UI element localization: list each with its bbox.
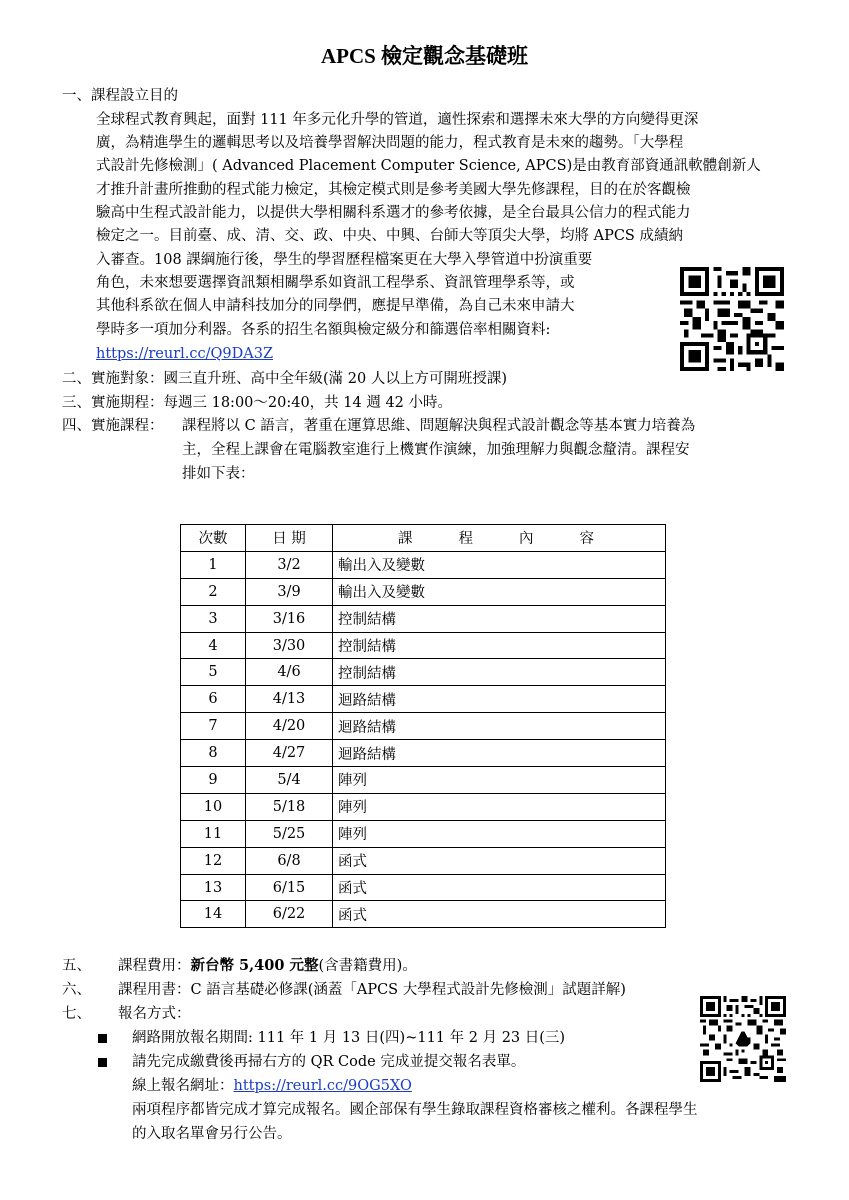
section6-text: 課程用書：C 語言基礎必修課(涵蓋「APCS 大學程式設計先修檢測」試題詳解) bbox=[118, 982, 626, 998]
qr-code-icon bbox=[680, 267, 784, 371]
content-cell: 輸出入及變數 bbox=[333, 551, 666, 578]
session-cell: 12 bbox=[181, 847, 246, 874]
session-cell: 6 bbox=[181, 686, 246, 713]
date-cell: 6/15 bbox=[246, 874, 333, 901]
section1-label: 一、課程設立目的 bbox=[62, 88, 178, 104]
table-row bbox=[181, 578, 666, 605]
content-cell: 控制結構 bbox=[333, 605, 666, 632]
content-cell: 函式 bbox=[333, 874, 666, 901]
content-cell: 控制結構 bbox=[333, 659, 666, 686]
section4-line: 課程將以 C 語言，著重在運算思維、問題解決與程式設計觀念等基本實力培養為 bbox=[182, 418, 696, 434]
table-row bbox=[181, 632, 666, 659]
table-row bbox=[181, 551, 666, 578]
table-header-row bbox=[181, 525, 666, 552]
table-row bbox=[181, 686, 666, 713]
session-cell: 10 bbox=[181, 793, 246, 820]
date-cell: 5/18 bbox=[246, 793, 333, 820]
registration-note: 的入取名單會另行公告。 bbox=[132, 1126, 292, 1142]
session-cell: 5 bbox=[181, 659, 246, 686]
table-row bbox=[181, 659, 666, 686]
registration-url-line bbox=[132, 1076, 412, 1096]
date-cell: 3/9 bbox=[246, 578, 333, 605]
session-cell: 3 bbox=[181, 605, 246, 632]
section1-line: 學時多一項加分利器。各系的招生名額與檢定級分和篩選倍率相關資料: bbox=[96, 322, 551, 338]
page-title: APCS 檢定觀念基礎班 bbox=[320, 44, 529, 68]
session-cell: 1 bbox=[181, 551, 246, 578]
bullet-square-icon bbox=[98, 1058, 107, 1067]
content-cell: 輸出入及變數 bbox=[333, 578, 666, 605]
session-cell: 4 bbox=[181, 632, 246, 659]
section1-line: 才推升計畫所推動的程式能力檢定，其檢定模式則是參考美國大學先修課程，目的在於客觀檢 bbox=[96, 182, 691, 198]
session-cell: 14 bbox=[181, 901, 246, 928]
content-cell: 函式 bbox=[333, 847, 666, 874]
date-cell: 6/22 bbox=[246, 901, 333, 928]
table-row bbox=[181, 767, 666, 794]
session-cell: 2 bbox=[181, 578, 246, 605]
session-cell: 8 bbox=[181, 740, 246, 767]
table-row bbox=[181, 740, 666, 767]
registration-note: 兩項程序都皆完成才算完成報名。國企部保有學生錄取課程資格審核之權利。各課程學生 bbox=[132, 1102, 698, 1118]
section1-line: 式設計先修檢測」( Advanced Placement Computer Science, APCS)是由教育部資通訊軟體創新人 bbox=[96, 158, 761, 174]
section1-line: 廣，為精進學生的邏輯思考以及培養學習解決問題的能力，程式教育是未來的趨勢。「大學程 bbox=[96, 135, 684, 151]
registration-url-label: 線上報名網址： bbox=[132, 1078, 234, 1094]
section5-text bbox=[118, 956, 417, 976]
registration-qr-code-icon bbox=[700, 996, 786, 1082]
section4-label: 四、實施課程： bbox=[62, 418, 164, 434]
date-cell: 4/13 bbox=[246, 686, 333, 713]
section4-line: 主，全程上課會在電腦教室進行上機實作演練，加強理解力與觀念釐清。課程安 bbox=[182, 442, 690, 458]
date-cell: 3/30 bbox=[246, 632, 333, 659]
table-row bbox=[181, 713, 666, 740]
content-cell: 函式 bbox=[333, 901, 666, 928]
header-session: 次數 bbox=[181, 525, 246, 552]
content-cell: 控制結構 bbox=[333, 632, 666, 659]
section1-line: 角色，未來想要選擇資訊類相關學系如資訊工程學系、資訊管理學系等，或 bbox=[96, 275, 575, 291]
content-cell: 迴路結構 bbox=[333, 686, 666, 713]
date-cell: 5/4 bbox=[246, 767, 333, 794]
session-cell: 9 bbox=[181, 767, 246, 794]
section1-line: 檢定之一。目前臺、成、清、交、政、中央、中興、台師大等頂尖大學，均將 APCS 成績納 bbox=[96, 228, 683, 244]
date-cell: 4/27 bbox=[246, 740, 333, 767]
table-row bbox=[181, 847, 666, 874]
session-cell: 11 bbox=[181, 820, 246, 847]
session-cell: 7 bbox=[181, 713, 246, 740]
fee-note: (含書籍費用)。 bbox=[318, 958, 417, 974]
date-cell: 3/16 bbox=[246, 605, 333, 632]
section1-line: 全球程式教育興起，面對 111 年多元化升學的管道，適性探索和選擇未來大學的方向變得更深 bbox=[96, 112, 699, 128]
table-row bbox=[181, 874, 666, 901]
payment-instruction: 請先完成繳費後再掃右方的 QR Code 完成並提交報名表單。 bbox=[132, 1054, 526, 1070]
header-date: 日 期 bbox=[246, 525, 333, 552]
session-cell: 13 bbox=[181, 874, 246, 901]
section7-label: 報名方式： bbox=[118, 1006, 191, 1022]
section1-line: 入審查。108 課綱施行後，學生的學習歷程檔案更在大學入學管道中扮演重要 bbox=[96, 252, 593, 268]
registration-link[interactable]: https://reurl.cc/9OG5XO bbox=[233, 1078, 412, 1094]
registration-period: 網路開放報名期間: 111 年 1 月 13 日(四)~111 年 2 月 23 日(三) bbox=[132, 1030, 566, 1046]
content-cell: 迴路結構 bbox=[333, 740, 666, 767]
table-row bbox=[181, 605, 666, 632]
section1-line: 驗高中生程式設計能力，以提供大學相關科系選才的參考依據，是全台最具公信力的程式能力 bbox=[96, 205, 691, 221]
section5-number: 五、 bbox=[62, 958, 91, 974]
section5-label: 課程費用： bbox=[118, 958, 191, 974]
table-row bbox=[181, 793, 666, 820]
section6-number: 六、 bbox=[62, 982, 91, 998]
fee-amount: 新台幣 5,400 元整 bbox=[190, 957, 319, 974]
date-cell: 6/8 bbox=[246, 847, 333, 874]
admission-data-link[interactable]: https://reurl.cc/Q9DA3Z bbox=[96, 346, 274, 362]
date-cell: 4/6 bbox=[246, 659, 333, 686]
content-cell: 陣列 bbox=[333, 767, 666, 794]
content-cell: 陣列 bbox=[333, 820, 666, 847]
content-cell: 迴路結構 bbox=[333, 713, 666, 740]
section7-number: 七、 bbox=[62, 1006, 91, 1022]
section3-text: 三、實施期程：每週三 18:00～20:40，共 14 週 42 小時。 bbox=[62, 395, 453, 411]
table-row bbox=[181, 820, 666, 847]
table-row bbox=[181, 901, 666, 928]
section4-line: 排如下表： bbox=[182, 466, 255, 482]
content-cell: 陣列 bbox=[333, 793, 666, 820]
date-cell: 5/25 bbox=[246, 820, 333, 847]
schedule-table bbox=[180, 524, 666, 928]
section1-line: 其他科系欲在個人申請科技加分的同學們，應提早準備，為自己未來申請大 bbox=[96, 298, 575, 314]
header-content: 課程內容 bbox=[333, 525, 666, 552]
date-cell: 4/20 bbox=[246, 713, 333, 740]
section2-text: 二、實施對象：國三直升班、高中全年級(滿 20 人以上方可開班授課) bbox=[62, 371, 507, 387]
date-cell: 3/2 bbox=[246, 551, 333, 578]
bullet-square-icon bbox=[98, 1034, 107, 1043]
